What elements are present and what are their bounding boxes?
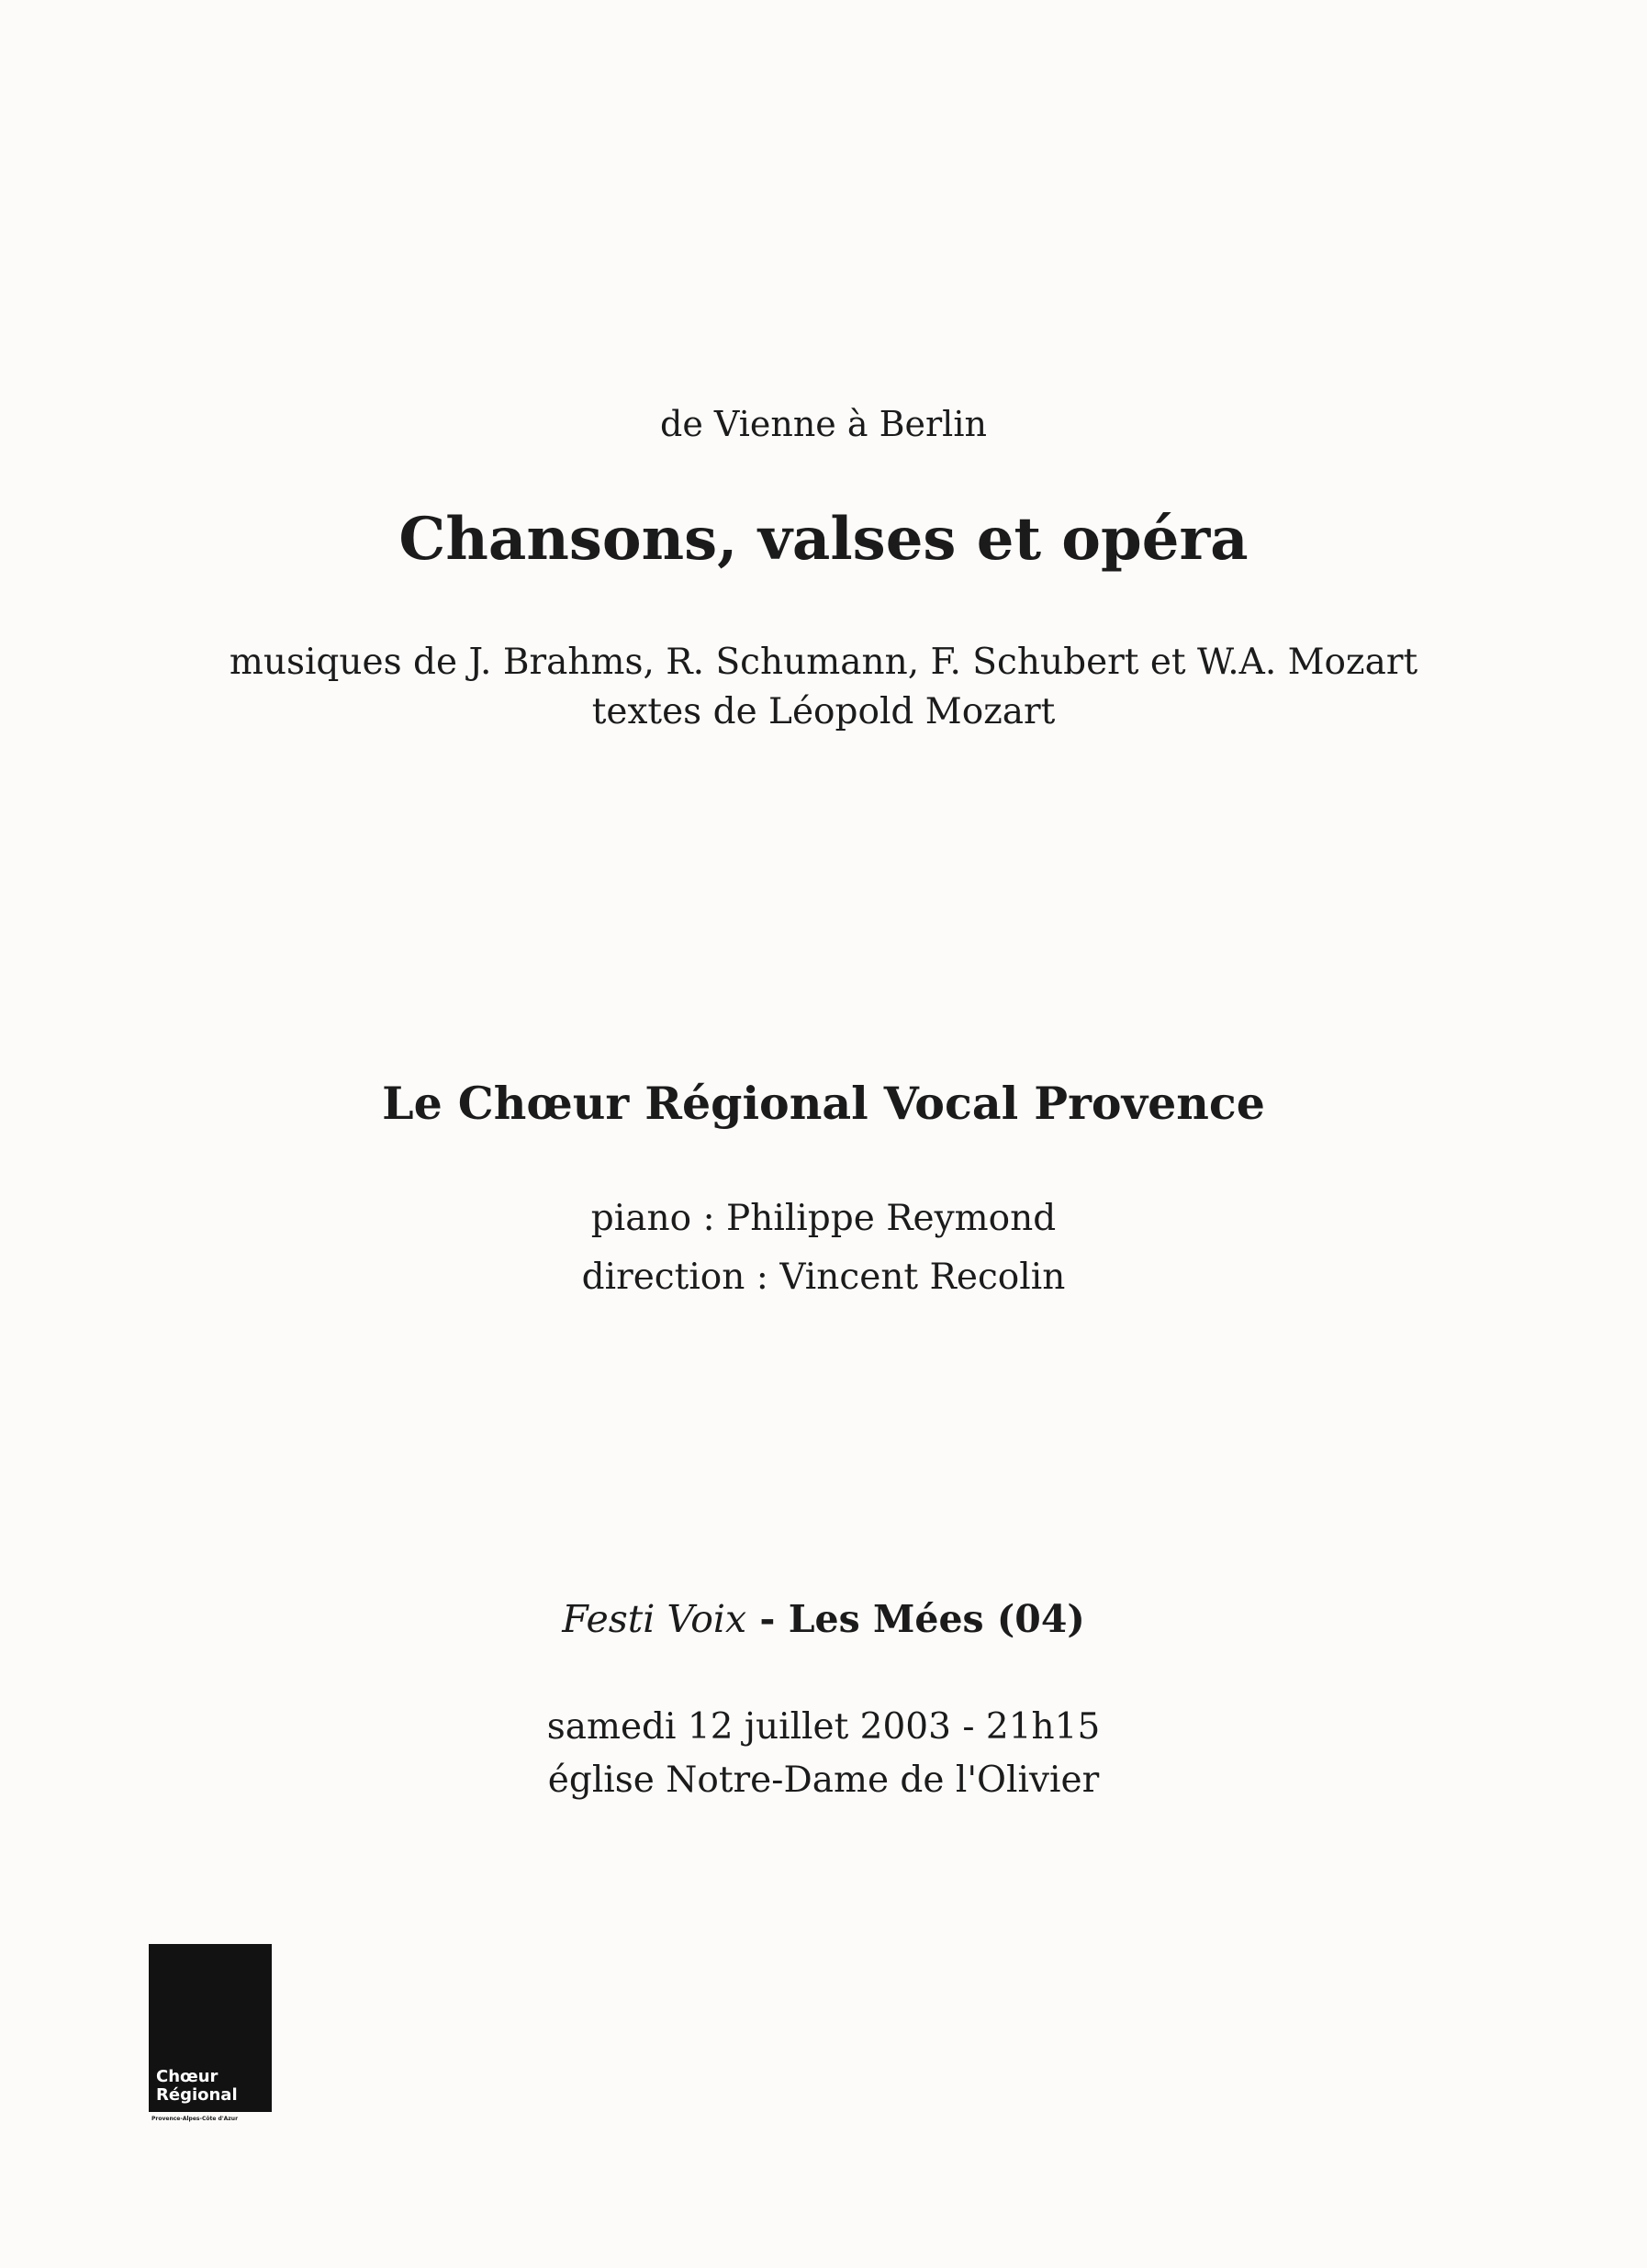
- event-datetime: samedi 12 juillet 2003 - 21h15: [546, 1706, 1101, 1748]
- logo-line-2: Régional: [156, 2085, 238, 2105]
- choir-logo: [149, 1944, 272, 2112]
- performer-credits: [0, 1190, 1647, 1307]
- festival-name: Festi Voix: [562, 1597, 747, 1641]
- texts-line: textes de Léopold Mozart: [591, 691, 1056, 732]
- festival-separator: -: [746, 1597, 789, 1641]
- event-venue: église Notre-Dame de l'Olivier: [547, 1760, 1100, 1801]
- composers-line: musiques de J. Brahms, R. Schumann, F. Schubert et W.A. Mozart: [229, 642, 1418, 683]
- festival-line: [0, 1597, 1647, 1641]
- choir-name: Le Chœur Régional Vocal Provence: [382, 1077, 1265, 1130]
- festival-place: Les Mées (04): [788, 1597, 1085, 1641]
- concert-title: Chansons, valses et opéra: [398, 505, 1249, 574]
- logo-text: [156, 2068, 238, 2105]
- concert-subtitle: de Vienne à Berlin: [660, 404, 987, 444]
- piano-credit: piano : Philippe Reymond: [590, 1198, 1057, 1239]
- program-credits: [0, 638, 1647, 737]
- logo-tagline: Provence-Alpes-Côte d'Azur: [151, 2116, 239, 2122]
- event-details: [0, 1701, 1647, 1807]
- logo-line-1: Chœur: [156, 2067, 218, 2086]
- direction-credit: direction : Vincent Recolin: [581, 1257, 1066, 1298]
